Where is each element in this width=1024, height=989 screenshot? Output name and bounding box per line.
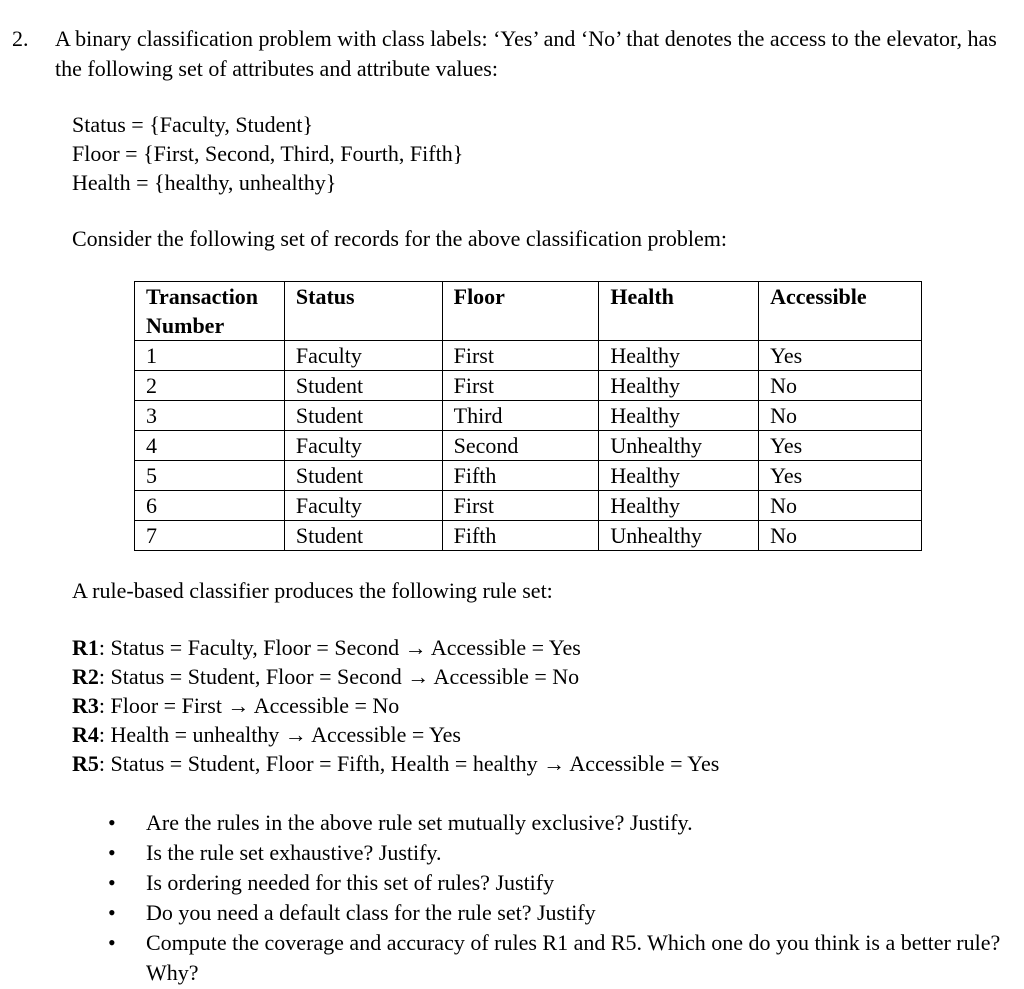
table-row (135, 401, 922, 431)
rule-text: : Status = Faculty, Floor = Second → Accessible = Yes (98, 635, 581, 660)
question-text: Is ordering needed for this set of rules? Justify (146, 870, 555, 895)
question-text: Do you need a default class for the rule set? Justify (146, 900, 596, 925)
cell-floor: Third (442, 401, 599, 431)
bullet-icon: • (108, 840, 116, 865)
cell-floor: First (442, 491, 599, 521)
rule-id: R5 (72, 751, 99, 776)
cell-accessible: No (759, 521, 922, 551)
bullet-icon: • (108, 810, 116, 835)
cell-health: Healthy (599, 491, 759, 521)
cell-status: Faculty (284, 491, 442, 521)
table-row (135, 371, 922, 401)
cell-accessible: Yes (759, 341, 922, 371)
rule-r3 (72, 691, 719, 720)
cell-health: Healthy (599, 371, 759, 401)
records-table (134, 281, 922, 551)
table-row (135, 491, 922, 521)
rule-text: : Floor = First → Accessible = No (98, 693, 400, 718)
cell-accessible: No (759, 491, 922, 521)
list-item (106, 808, 1006, 838)
cell-accessible: Yes (759, 461, 922, 491)
question-text: Are the rules in the above rule set mutually exclusive? Justify. (146, 810, 693, 835)
question-list (106, 808, 1006, 988)
header-status: Status (284, 282, 442, 341)
cell-health: Healthy (599, 341, 759, 371)
rule-id: R4 (72, 722, 99, 747)
table-header-row (135, 282, 922, 341)
question-text: Is the rule set exhaustive? Justify. (146, 840, 442, 865)
cell-transaction-number: 4 (135, 431, 285, 461)
cell-transaction-number: 1 (135, 341, 285, 371)
rule-text: : Status = Student, Floor = Fifth, Health = healthy → Accessible = Yes (98, 751, 720, 776)
cell-transaction-number: 5 (135, 461, 285, 491)
list-item (106, 838, 1006, 868)
cell-health: Healthy (599, 461, 759, 491)
rule-r2 (72, 662, 719, 691)
cell-transaction-number: 3 (135, 401, 285, 431)
question-text: Compute the coverage and accuracy of rules R1 and R5. Which one do you think is a better rule? Why? (146, 930, 1001, 985)
cell-floor: Fifth (442, 461, 599, 491)
rule-text: : Status = Student, Floor = Second → Accessible = No (98, 664, 580, 689)
list-item (106, 928, 1006, 988)
list-item (106, 868, 1006, 898)
cell-health: Healthy (599, 401, 759, 431)
cell-transaction-number: 7 (135, 521, 285, 551)
question-number: 2. (12, 26, 29, 51)
ruleset-intro: A rule-based classifier produces the following rule set: (72, 578, 553, 603)
cell-accessible: Yes (759, 431, 922, 461)
rule-list (72, 633, 719, 778)
cell-floor: First (442, 341, 599, 371)
rule-r4 (72, 720, 719, 749)
header-transaction-number: Transaction Number (135, 282, 285, 341)
attribute-status: Status = {Faculty, Student} (72, 112, 314, 137)
table-row (135, 521, 922, 551)
table-row (135, 461, 922, 491)
cell-health: Unhealthy (599, 431, 759, 461)
cell-status: Student (284, 371, 442, 401)
cell-status: Student (284, 461, 442, 491)
table-row (135, 431, 922, 461)
cell-accessible: No (759, 371, 922, 401)
rule-r5 (72, 749, 719, 778)
cell-floor: First (442, 371, 599, 401)
header-accessible: Accessible (759, 282, 922, 341)
cell-transaction-number: 6 (135, 491, 285, 521)
rule-id: R1 (72, 635, 99, 660)
attribute-floor: Floor = {First, Second, Third, Fourth, Fifth} (72, 141, 464, 166)
rule-id: R2 (72, 664, 99, 689)
rule-text: : Health = unhealthy → Accessible = Yes (98, 722, 461, 747)
cell-floor: Second (442, 431, 599, 461)
cell-floor: Fifth (442, 521, 599, 551)
consider-text: Consider the following set of records for the above classification problem: (72, 226, 727, 251)
bullet-icon: • (108, 900, 116, 925)
cell-status: Faculty (284, 341, 442, 371)
list-item (106, 898, 1006, 928)
cell-status: Student (284, 401, 442, 431)
cell-accessible: No (759, 401, 922, 431)
header-health: Health (599, 282, 759, 341)
cell-transaction-number: 2 (135, 371, 285, 401)
bullet-icon: • (108, 930, 116, 955)
attribute-list (72, 110, 463, 197)
header-floor: Floor (442, 282, 599, 341)
attribute-health: Health = {healthy, unhealthy} (72, 170, 337, 195)
cell-health: Unhealthy (599, 521, 759, 551)
bullet-icon: • (108, 870, 116, 895)
rule-id: R3 (72, 693, 99, 718)
table-row (135, 341, 922, 371)
cell-status: Student (284, 521, 442, 551)
rule-r1 (72, 633, 719, 662)
question-intro: A binary classification problem with class labels: ‘Yes’ and ‘No’ that denotes the access to the elevator, has the following set of attributes and attribute values: (55, 26, 997, 81)
cell-status: Faculty (284, 431, 442, 461)
